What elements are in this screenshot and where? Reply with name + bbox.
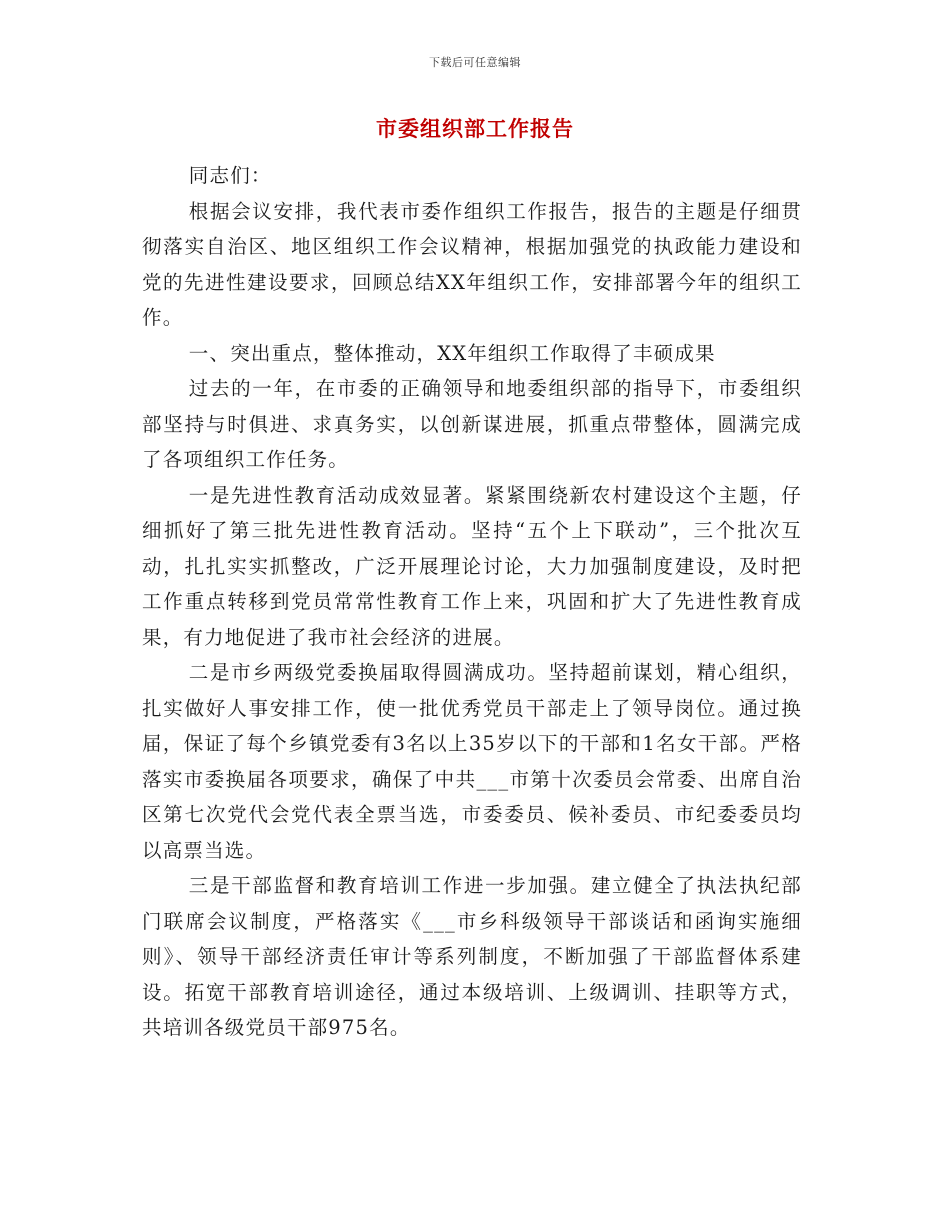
document-title: 市委组织部工作报告 bbox=[376, 116, 574, 141]
paragraph-overview: 过去的一年，在市委的正确领导和地委组织部的指导下，市委组织部坚持与时俱进、求真务实，以创新谋进展，抓重点带整体，圆满完成了各项组织工作任务。 bbox=[142, 377, 802, 471]
paragraph-salutation: 同志们： bbox=[188, 164, 272, 187]
paragraph-intro: 根据会议安排，我代表市委作组织工作报告，报告的主题是仔细贯彻落实自治区、地区组织工作会议精神，根据加强党的执政能力建设和党的先进性建设要求，回顾总结XX年组织工作，安排部署今年的组织工作。 bbox=[142, 199, 802, 329]
paragraph-point-2: 二是市乡两级党委换届取得圆满成功。坚持超前谋划，精心组织，扎实做好人事安排工作，使一批优秀党员干部走上了领导岗位。通过换届，保证了每个乡镇党委有3名以上35岁以下的干部和1名女干部。严格落实市委换届各项要求，确保了中共___市第十次委员会常委、出席自治区第七次党代会党代表全票当选，市委委员、候补委员、市纪委委员均以高票当选。 bbox=[142, 661, 802, 862]
paragraph-point-1: 一是先进性教育活动成效显著。紧紧围绕新农村建设这个主题，仔细抓好了第三批先进性教育活动。坚持“五个上下联动”，三个批次互动，扎扎实实抓整改，广泛开展理论讨论，大力加强制度建设，及时把工作重点转移到党员常常性教育工作上来，巩固和扩大了先进性教育成果，有力地促进了我市社会经济的进展。 bbox=[142, 483, 802, 649]
header-note: 下载后可任意编辑 bbox=[429, 56, 521, 69]
paragraph-point-3: 三是干部监督和教育培训工作进一步加强。建立健全了执法执纪部门联席会议制度，严格落实《___市乡科级领导干部谈话和函询实施细则》、领导干部经济责任审计等系列制度，不断加强了干部监督体系建设。拓宽干部教育培训途径，通过本级培训、上级调训、挂职等方式，共培训各级党员干部975名。 bbox=[142, 874, 802, 1039]
document-body bbox=[142, 158, 802, 1046]
section-heading-1: 一、突出重点，整体推动，XX年组织工作取得了丰硕成果 bbox=[188, 341, 716, 365]
